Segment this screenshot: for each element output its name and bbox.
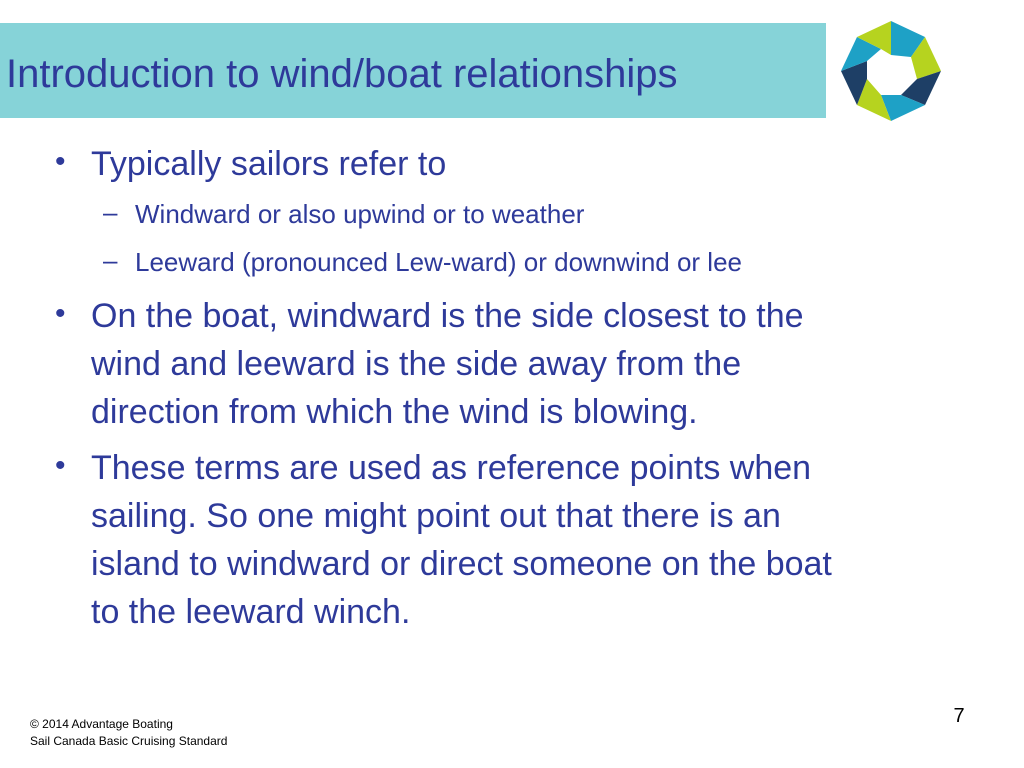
copyright-text: © 2014 Advantage Boating [30,717,173,731]
bullet-dot: • [55,145,66,178]
bullet-2-line-1: On the boat, windward is the side closest to the [91,297,804,335]
standard-text: Sail Canada Basic Cruising Standard [30,734,228,748]
bullet-3-line-3: island to windward or direct someone on the boat [91,545,832,583]
bullet-dot: • [55,449,66,482]
bullet-1-line-1: Typically sailors refer to [91,145,447,183]
subbullet-dash: – [103,197,118,227]
slide-title: Introduction to wind/boat relationships [6,52,678,96]
bullet-3-line-2: sailing. So one might point out that there is an [91,497,781,535]
subbullet-dash: – [103,245,118,275]
subbullet-2-text: Leeward (pronounced Lew-ward) or downwind or lee [135,247,743,277]
page-number: 7 [953,705,965,727]
subbullet-1-text: Windward or also upwind or to weather [135,199,585,229]
bullet-dot: • [55,297,66,330]
footer [30,716,227,750]
bullet-2-line-3: direction from which the wind is blowing. [91,393,698,431]
bullet-3-line-4: to the leeward winch. [91,593,411,631]
bullet-2-line-2: wind and leeward is the side away from the [91,345,742,383]
bullet-3-line-1: These terms are used as reference points when [91,449,812,487]
